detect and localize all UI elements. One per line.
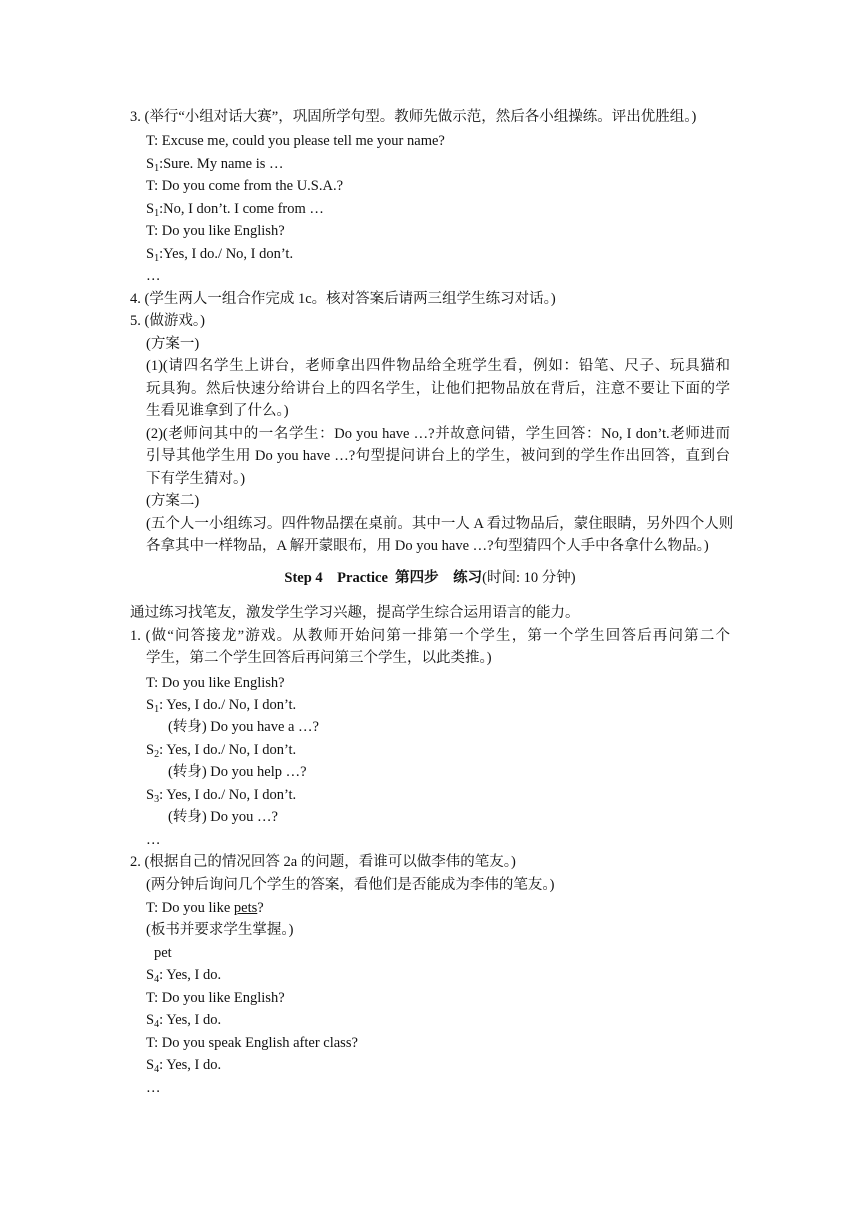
plan-a-step2-line: (2)(老师问其中的一名学生：Do you have …?并故意问错，学生回答：No, I don’t.老师进而 xyxy=(146,426,730,442)
dialog-line: T: Excuse me, could you please tell me your name? xyxy=(146,133,445,149)
student-turn-question: (转身) Do you have a …? xyxy=(168,719,319,735)
dialog-line: T: Do you come from the U.S.A.? xyxy=(146,178,344,194)
dialog-line: $S_1:Yes$, I do./ No, I don’t. xyxy=(146,246,294,264)
teacher-line: T: Do you like pets? xyxy=(146,900,264,916)
practice-2-note: (两分钟后询问几个学生的答案，看他们是否能成为李伟的笔友。) xyxy=(146,877,555,893)
section-5-title: 5. (做游戏。) xyxy=(130,313,205,329)
student-answer: $S_2$: Yes, I do./ No, I don’t. xyxy=(146,742,297,760)
vocabulary-word: pet xyxy=(154,945,172,961)
student-answer: $S_3$: Yes, I do./ No, I don’t. xyxy=(146,787,297,805)
teacher-line: T: Do you like English? xyxy=(146,675,285,691)
plan-a-step1-line: 生看见谁拿到了什么。) xyxy=(146,403,289,419)
ellipsis: … xyxy=(146,1080,161,1096)
plan-a-step1-line: 玩具狗。然后快速分给讲台上的四名学生，让他们把物品放在背后，注意不要让下面的学 xyxy=(146,381,730,397)
ellipsis: … xyxy=(146,268,161,284)
step-4-heading: Step 4 Practice 第四步 练习(时间: 10 分钟) xyxy=(284,570,576,586)
practice-1-intro: 学生，第二个学生回答后再问第三个学生，以此类推。) xyxy=(146,650,492,666)
dialog-line: $S_1:No$, I don’t. I come from … xyxy=(146,201,324,219)
student-turn-question: (转身) Do you …? xyxy=(168,809,278,825)
dialog-line: $S_4$: Yes, I do. xyxy=(146,967,222,985)
plan-a-step2-line: 引导其他学生用 Do you have …?句型提问讲台上的学生，被问到的学生作出回答，直到台 xyxy=(146,448,730,464)
dialog-line: $S_1:Sure$. My name is … xyxy=(146,156,284,174)
board-note: (板书并要求学生掌握。) xyxy=(146,922,294,938)
plan-a-step1-line: (1)(请四名学生上讲台，老师拿出四件物品给全班学生看，例如：铅笔、尺子、玩具猫和 xyxy=(146,358,730,374)
student-turn-question: (转身) Do you help …? xyxy=(168,764,307,780)
dialog-line: $S_4$: Yes, I do. xyxy=(146,1057,222,1075)
dialog-line: $S_4$: Yes, I do. xyxy=(146,1012,222,1030)
plan-b-line: 各拿其中一样物品，A 解开蒙眼布，用 Do you have …?句型猜四个人手中各拿什么物品。) xyxy=(146,538,709,554)
section-4: 4. (学生两人一组合作完成 1c。核对答案后请两三组学生练习对话。) xyxy=(130,291,556,307)
dialog-line: T: Do you like English? xyxy=(146,990,285,1006)
section-3-intro: 3. (举行“小组对话大赛”，巩固所学句型。教师先做示范，然后各小组操练。评出优胜组。) xyxy=(130,109,697,125)
dialog-line: T: Do you like English? xyxy=(146,223,285,239)
plan-a-label: (方案一) xyxy=(146,336,200,352)
ellipsis: … xyxy=(146,832,161,848)
plan-b-label: (方案二) xyxy=(146,493,200,509)
practice-1-intro: 1. (做“问答接龙”游戏。从教师开始问第一排第一个学生，第一个学生回答后再问第二个 xyxy=(130,628,730,644)
plan-b-line: (五个人一小组练习。四件物品摆在桌前。其中一人 A 看过物品后，蒙住眼睛，另外四个人则 xyxy=(146,516,734,532)
step-4-goal: 通过练习找笔友，激发学生学习兴趣，提高学生综合运用语言的能力。 xyxy=(130,605,580,621)
dialog-line: T: Do you speak English after class? xyxy=(146,1035,358,1051)
student-answer: $S_1$: Yes, I do./ No, I don’t. xyxy=(146,697,297,715)
plan-a-step2-line: 下有学生猜对。) xyxy=(146,471,246,487)
practice-2-intro: 2. (根据自己的情况回答 2a 的问题，看谁可以做李伟的笔友。) xyxy=(130,854,516,870)
